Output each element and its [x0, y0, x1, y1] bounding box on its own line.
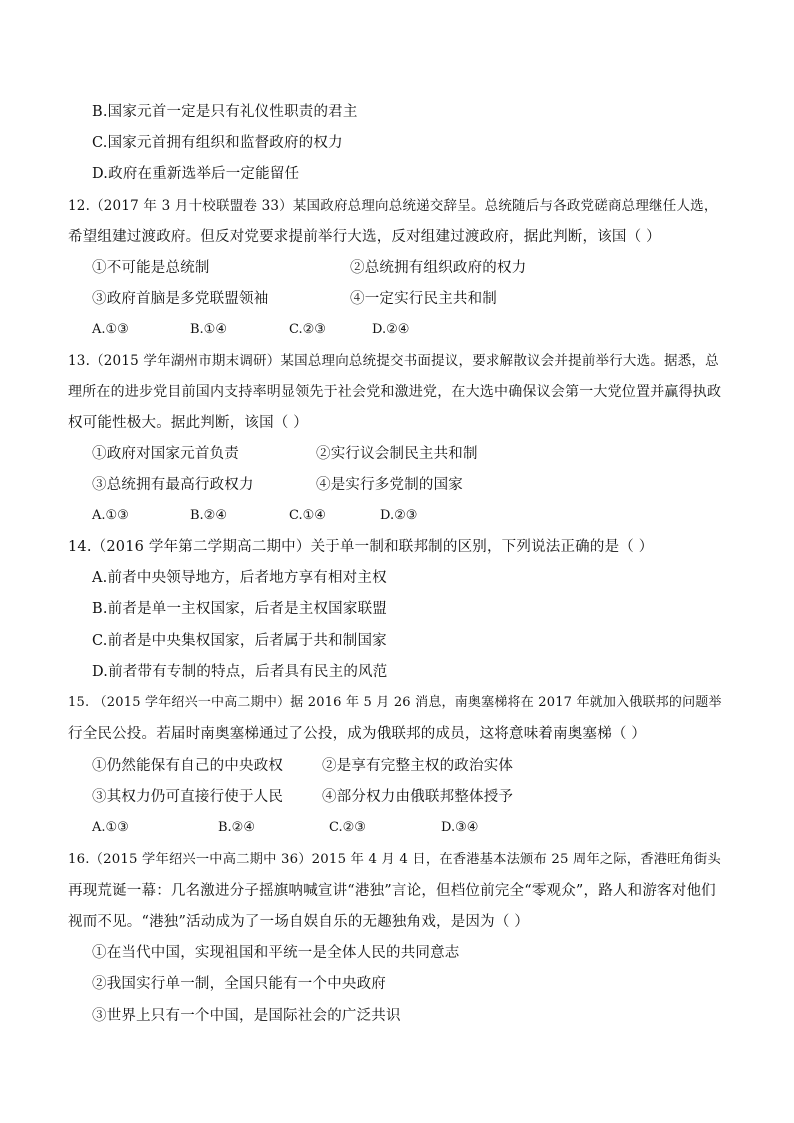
q11-option-b: B.国家元首一定是只有礼仪性职责的君主: [92, 104, 358, 120]
q16-stem-line-3: 视而不见。“港独”活动成为了一场自娱自乐的无趣独角戏，是因为（ ）: [68, 914, 530, 930]
q12-item-3: ③政府首脑是多党联盟领袖: [92, 291, 269, 307]
q11-option-c: C.国家元首拥有组织和监督政府的权力: [92, 135, 343, 151]
q11-option-d: D.政府在重新选举后一定能留任: [92, 166, 300, 182]
q14-option-a: A.前者中央领导地方，后者地方享有相对主权: [92, 570, 387, 586]
q14-option-b: B.前者是单一主权国家，后者是主权国家联盟: [92, 601, 387, 617]
q16-item-3: ③世界上只有一个中国，是国际社会的广泛共识: [92, 1008, 401, 1024]
q15-option-c: C.②③: [329, 820, 366, 835]
q13-stem-line-3: 权可能性极大。据此判断，该国（ ）: [68, 415, 309, 431]
q12-option-b: B.①④: [190, 322, 227, 337]
q12-item-2: ②总统拥有组织政府的权力: [350, 260, 527, 276]
q12-stem-line-1: 12.（2017 年 3 月十校联盟卷 33）某国政府总理向总统递交辞呈。总统随后与各政党磋商总理继任人选，: [68, 198, 718, 214]
q15-stem-line-2: 行全民公投。若届时南奥塞梯通过了公投，成为俄联邦的成员，这将意味着南奥塞梯（ ）: [68, 726, 647, 742]
q13-stem-line-1: 13.（2015 学年湖州市期末调研）某国总理向总统提交书面提议，要求解散议会并提前举行大选。据悉，总: [68, 353, 719, 369]
q14-option-c: C.前者是中央集权国家，后者属于共和制国家: [92, 633, 387, 649]
q13-option-c: C.①④: [289, 508, 326, 523]
q15-item-4: ④部分权力由俄联邦整体授予: [322, 789, 514, 805]
q13-option-a: A.①③: [92, 508, 129, 523]
q14-option-d: D.前者带有专制的特点，后者具有民主的风范: [92, 664, 388, 680]
q15-item-2: ②是享有完整主权的政治实体: [322, 758, 514, 774]
q13-item-3: ③总统拥有最高行政权力: [92, 477, 254, 493]
q16-stem-line-1: 16.（2015 学年绍兴一中高二期中 36）2015 年 4 月 4 日，在香港基本法颁布 25 周年之际，香港旺角街头: [68, 852, 721, 867]
q12-option-c: C.②③: [289, 322, 326, 337]
q16-stem-line-2: 再现荒诞一幕：几名激进分子摇旗呐喊宣讲“港独”言论，但档位前完全“零观众”，路人和游客对他们: [68, 883, 716, 899]
q15-option-d: D.③④: [441, 820, 479, 835]
q12-option-a: A.①③: [92, 322, 129, 337]
q13-item-4: ④是实行多党制的国家: [316, 477, 463, 493]
q15-stem-line-1: 15. （2015 学年绍兴一中高二期中）据 2016 年 5 月 26 消息，南奥塞梯将在 2017 年就加入俄联邦的问题举: [68, 695, 722, 710]
q15-option-b: B.②④: [218, 820, 255, 835]
q12-item-1: ①不可能是总统制: [92, 260, 210, 276]
q13-item-2: ②实行议会制民主共和制: [316, 446, 478, 462]
q16-item-1: ①在当代中国，实现祖国和平统一是全体人民的共同意志: [92, 945, 460, 961]
q12-option-d: D.②④: [372, 322, 410, 337]
q15-item-3: ③其权力仍可直接行使于人民: [92, 789, 284, 805]
q13-option-d: D.②③: [380, 508, 418, 523]
q15-option-a: A.①③: [92, 820, 129, 835]
q14-stem: 14.（2016 学年第二学期高二期中）关于单一制和联邦制的区别，下列说法正确的是（ ）: [68, 539, 654, 555]
q12-stem-line-2: 希望组建过渡政府。但反对党要求提前举行大选，反对组建过渡政府，据此判断，该国（ ）: [68, 229, 661, 245]
q13-stem-line-2: 理所在的进步党目前国内支持率明显领先于社会党和激进党，在大选中确保议会第一大党位置并赢得执政: [68, 384, 722, 400]
q16-item-2: ②我国实行单一制，全国只能有一个中央政府: [92, 976, 386, 992]
q12-item-4: ④一定实行民主共和制: [350, 291, 497, 307]
q13-option-b: B.②④: [190, 508, 227, 523]
q13-item-1: ①政府对国家元首负责: [92, 446, 239, 462]
q15-item-1: ①仍然能保有自己的中央政权: [92, 758, 284, 774]
